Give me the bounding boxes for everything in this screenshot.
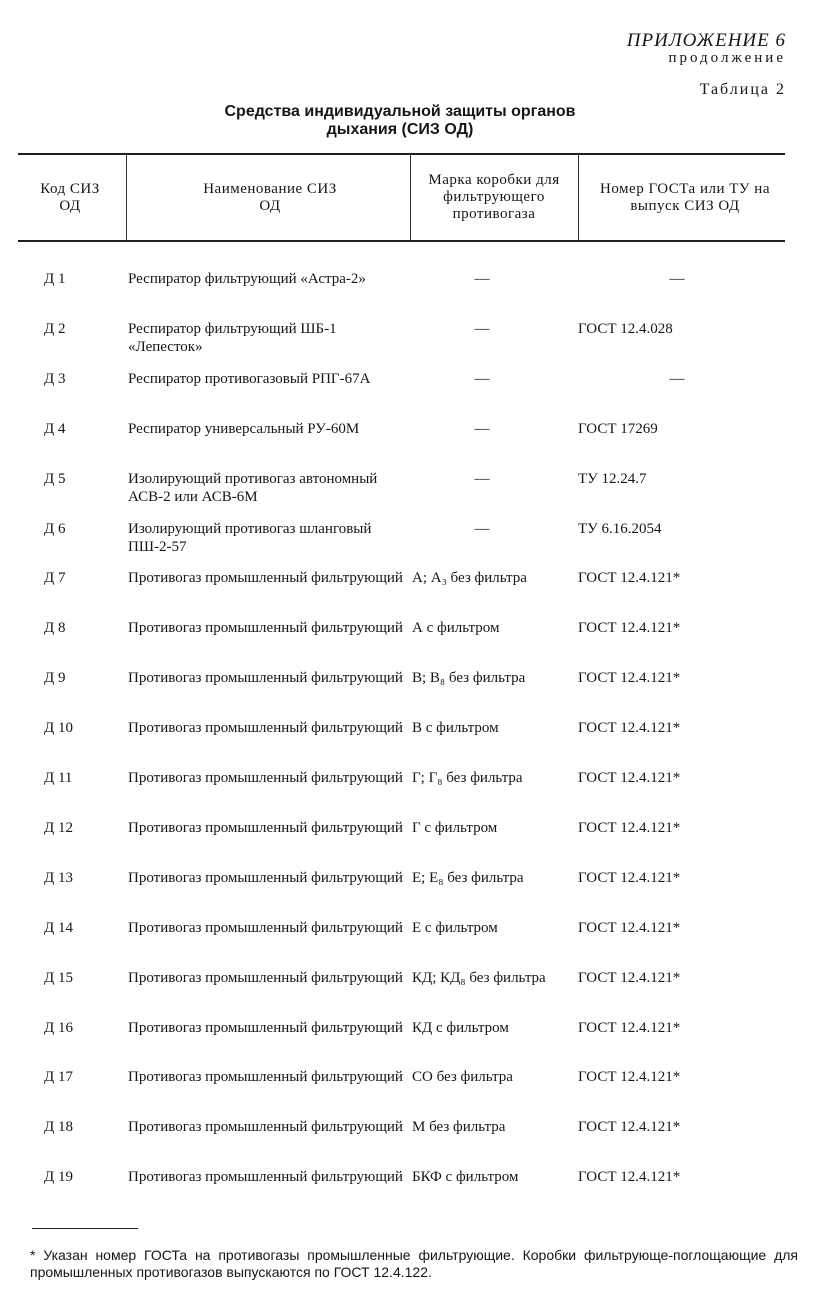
row-gost: ТУ 12.24.7 [578, 470, 647, 487]
table-row [0, 1168, 826, 1212]
row-code: Д 18 [44, 1119, 73, 1136]
table-row [0, 669, 826, 713]
row-code: Д 16 [44, 1019, 73, 1036]
row-box-mark: А с фильтром [412, 620, 500, 637]
row-gost: — [669, 271, 685, 287]
row-name: Противогаз промышленный фильтрующий [128, 620, 403, 637]
row-name: Респиратор универсальный РУ-60М [128, 420, 360, 437]
row-name: Противогаз промышленный фильтрующий [128, 670, 403, 687]
table-row [0, 1019, 826, 1063]
row-name: Противогаз промышленный фильтрующий [128, 720, 403, 737]
table-row [0, 470, 826, 514]
header-top-rule [18, 153, 785, 155]
row-box-mark: М без фильтра [412, 1119, 506, 1136]
row-box-mark: СО без фильтра [412, 1069, 513, 1086]
column-divider [578, 155, 579, 240]
row-code: Д 12 [44, 819, 73, 836]
row-gost: ГОСТ 12.4.121* [578, 1069, 681, 1086]
row-name: Респиратор фильтрующий «Астра-2» [128, 271, 366, 287]
table-title [190, 103, 610, 139]
header-bottom-rule [18, 240, 785, 242]
appendix-label: ПРИЛОЖЕНИЕ 6 [626, 30, 786, 51]
row-code: Д 4 [44, 420, 66, 437]
row-code: Д 13 [44, 869, 73, 886]
table-row [0, 869, 826, 913]
column-header-box: Марка коробки для фильтрующего противогаза [428, 172, 560, 222]
row-box-mark: — [474, 470, 490, 487]
table-row [0, 769, 826, 813]
row-name: Противогаз промышленный фильтрующий [128, 770, 403, 786]
row-code: Д 1 [44, 271, 66, 287]
row-code: Д 5 [44, 470, 66, 487]
table-row [0, 520, 826, 564]
row-gost: ГОСТ 12.4.121* [578, 1019, 681, 1036]
row-box-mark: А; А₃ без фильтра [412, 570, 527, 587]
row-name: Противогаз промышленный фильтрующий [128, 570, 403, 587]
row-name: Изолирующий противогаз автономный АСВ-2 или АСВ-6М [128, 470, 378, 505]
column-divider [410, 155, 411, 240]
row-name: Изолирующий противогаз шланговый ПШ-2-57 [128, 520, 372, 555]
row-box-mark: БКФ с фильтром [412, 1169, 519, 1186]
row-code: Д 14 [44, 919, 73, 936]
row-gost: ГОСТ 12.4.121* [578, 1169, 681, 1186]
column-header-gost: Номер ГОСТа или ТУ на выпуск СИЗ ОД [600, 180, 770, 214]
row-name: Противогаз промышленный фильтрующий [128, 869, 403, 886]
table-row [0, 719, 826, 763]
row-code: Д 17 [44, 1069, 73, 1086]
table-title-line1: Средства индивидуальной защиты органов [224, 103, 576, 120]
row-box-mark: Г с фильтром [412, 819, 498, 836]
row-code: Д 11 [44, 770, 73, 786]
row-gost: ГОСТ 12.4.121* [578, 869, 681, 886]
row-box-mark: В; В₈ без фильтра [412, 670, 526, 687]
row-name: Противогаз промышленный фильтрующий [128, 819, 403, 836]
row-box-mark: — [474, 320, 490, 337]
row-box-mark: В с фильтром [412, 720, 499, 737]
row-name: Противогаз промышленный фильтрующий [128, 1169, 403, 1186]
table-row [0, 270, 826, 314]
row-gost: ТУ 6.16.2054 [578, 520, 662, 537]
row-box-mark: — [474, 520, 490, 537]
table-row [0, 420, 826, 464]
row-code: Д 15 [44, 969, 73, 986]
table-number: Таблица 2 [699, 81, 786, 98]
row-name: Противогаз промышленный фильтрующий [128, 1069, 403, 1086]
row-code: Д 10 [44, 720, 73, 737]
column-divider [126, 155, 127, 240]
row-box-mark: КД; КД₈ без фильтра [412, 969, 546, 986]
row-box-mark: — [474, 271, 490, 287]
row-code: Д 7 [44, 570, 66, 587]
table-row [0, 919, 826, 963]
row-code: Д 9 [44, 670, 66, 687]
row-gost: ГОСТ 12.4.121* [578, 919, 681, 936]
row-code: Д 8 [44, 620, 66, 637]
row-name: Противогаз промышленный фильтрующий [128, 1119, 403, 1136]
row-code: Д 2 [44, 320, 66, 337]
row-box-mark: Е с фильтром [412, 919, 498, 936]
footnote: * Указан номер ГОСТа на противогазы промышленные фильтрующие. Коробки фильтрующе-поглощающие для промышленных противогазов выпускаются по ГОСТ 12.4.122. [30, 1247, 798, 1280]
table-row [0, 1068, 826, 1112]
row-gost: ГОСТ 12.4.121* [578, 770, 681, 786]
row-gost: ГОСТ 12.4.121* [578, 819, 681, 836]
table-row [0, 819, 826, 863]
column-header-name: Наименование СИЗ ОД [203, 180, 337, 214]
table-row [0, 619, 826, 663]
row-gost: ГОСТ 12.4.121* [578, 620, 681, 637]
row-box-mark: Е; Е₈ без фильтра [412, 869, 524, 886]
table-title-line2: дыхания (СИЗ ОД) [326, 121, 474, 138]
row-name: Противогаз промышленный фильтрующий [128, 919, 403, 936]
row-gost: ГОСТ 12.4.121* [578, 670, 681, 687]
table-row [0, 320, 826, 364]
column-header-code: Код СИЗ ОД [40, 180, 100, 214]
row-name: Респиратор противогазовый РПГ-67А [128, 370, 371, 387]
table-row [0, 1118, 826, 1162]
row-box-mark: — [474, 420, 490, 437]
row-name: Противогаз промышленный фильтрующий [128, 1019, 403, 1036]
row-gost: ГОСТ 17269 [578, 420, 658, 437]
row-gost: ГОСТ 12.4.121* [578, 570, 681, 587]
row-name: Респиратор фильтрующий ШБ-1 «Лепесток» [128, 320, 337, 355]
row-name: Противогаз промышленный фильтрующий [128, 969, 403, 986]
row-gost: — [669, 370, 685, 387]
row-code: Д 19 [44, 1169, 73, 1186]
row-code: Д 6 [44, 520, 66, 537]
table-row [0, 370, 826, 414]
row-box-mark: Г; Г₈ без фильтра [412, 770, 523, 786]
table-row [0, 969, 826, 1013]
table-row [0, 569, 826, 613]
row-box-mark: КД с фильтром [412, 1019, 509, 1036]
row-gost: ГОСТ 12.4.121* [578, 1119, 681, 1136]
row-gost: ГОСТ 12.4.121* [578, 720, 681, 737]
continuation-label: продолжение [668, 50, 786, 66]
row-gost: ГОСТ 12.4.121* [578, 969, 681, 986]
row-code: Д 3 [44, 370, 66, 387]
footnote-rule [32, 1228, 138, 1229]
row-gost: ГОСТ 12.4.028 [578, 320, 673, 337]
row-box-mark: — [474, 370, 490, 387]
